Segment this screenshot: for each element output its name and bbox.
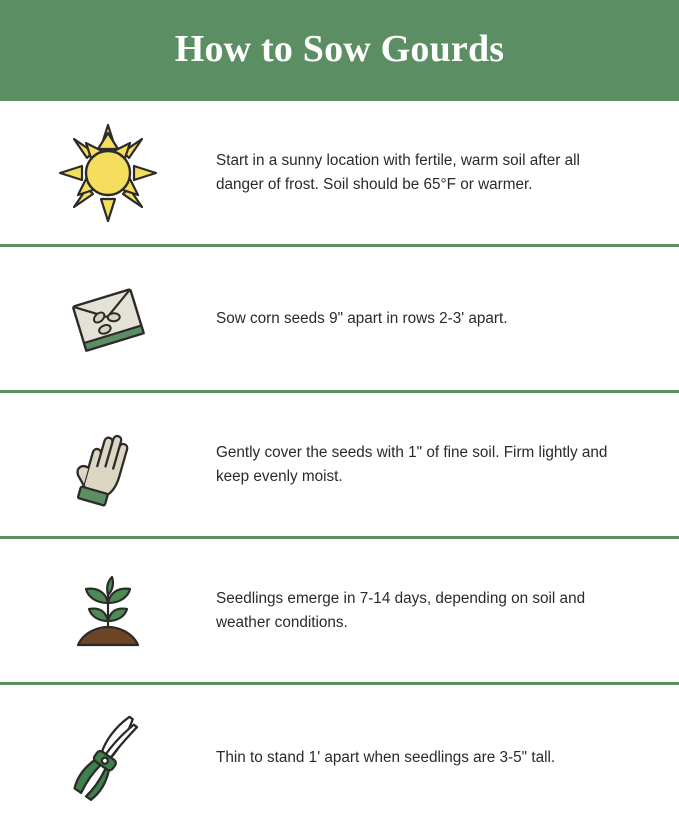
gardening-glove-icon (56, 413, 160, 517)
step-description: Thin to stand 1' apart when seedlings are 3-5" tall. (216, 749, 556, 766)
step-icon-container (0, 538, 216, 684)
list-item (0, 101, 679, 247)
step-description: Start in a sunny location with fertile, warm soil after all danger of frost. Soil should be 65°F or warmer. (216, 151, 580, 193)
list-item (0, 247, 679, 393)
list-item (0, 393, 679, 539)
seed-packet-icon (56, 267, 160, 371)
seedling-sprout-icon (56, 559, 160, 663)
step-description: Seedlings emerge in 7-14 days, depending on soil and weather conditions. (216, 589, 586, 631)
list-item (0, 539, 679, 685)
step-icon-container (0, 685, 216, 831)
step-icon-container (0, 246, 216, 392)
step-icon-container (0, 100, 216, 246)
sun-icon (56, 121, 160, 225)
pruning-shears-icon (56, 706, 160, 810)
header-banner (0, 0, 679, 101)
step-description: Gently cover the seeds with 1" of fine soil. Firm lightly and keep evenly moist. (216, 443, 608, 485)
page-title: How to Sow Gourds (174, 27, 505, 70)
step-icon-container (0, 392, 216, 538)
list-item (0, 685, 679, 831)
step-description: Sow corn seeds 9" apart in rows 2-3' apart. (216, 309, 508, 327)
steps-list (0, 101, 679, 831)
